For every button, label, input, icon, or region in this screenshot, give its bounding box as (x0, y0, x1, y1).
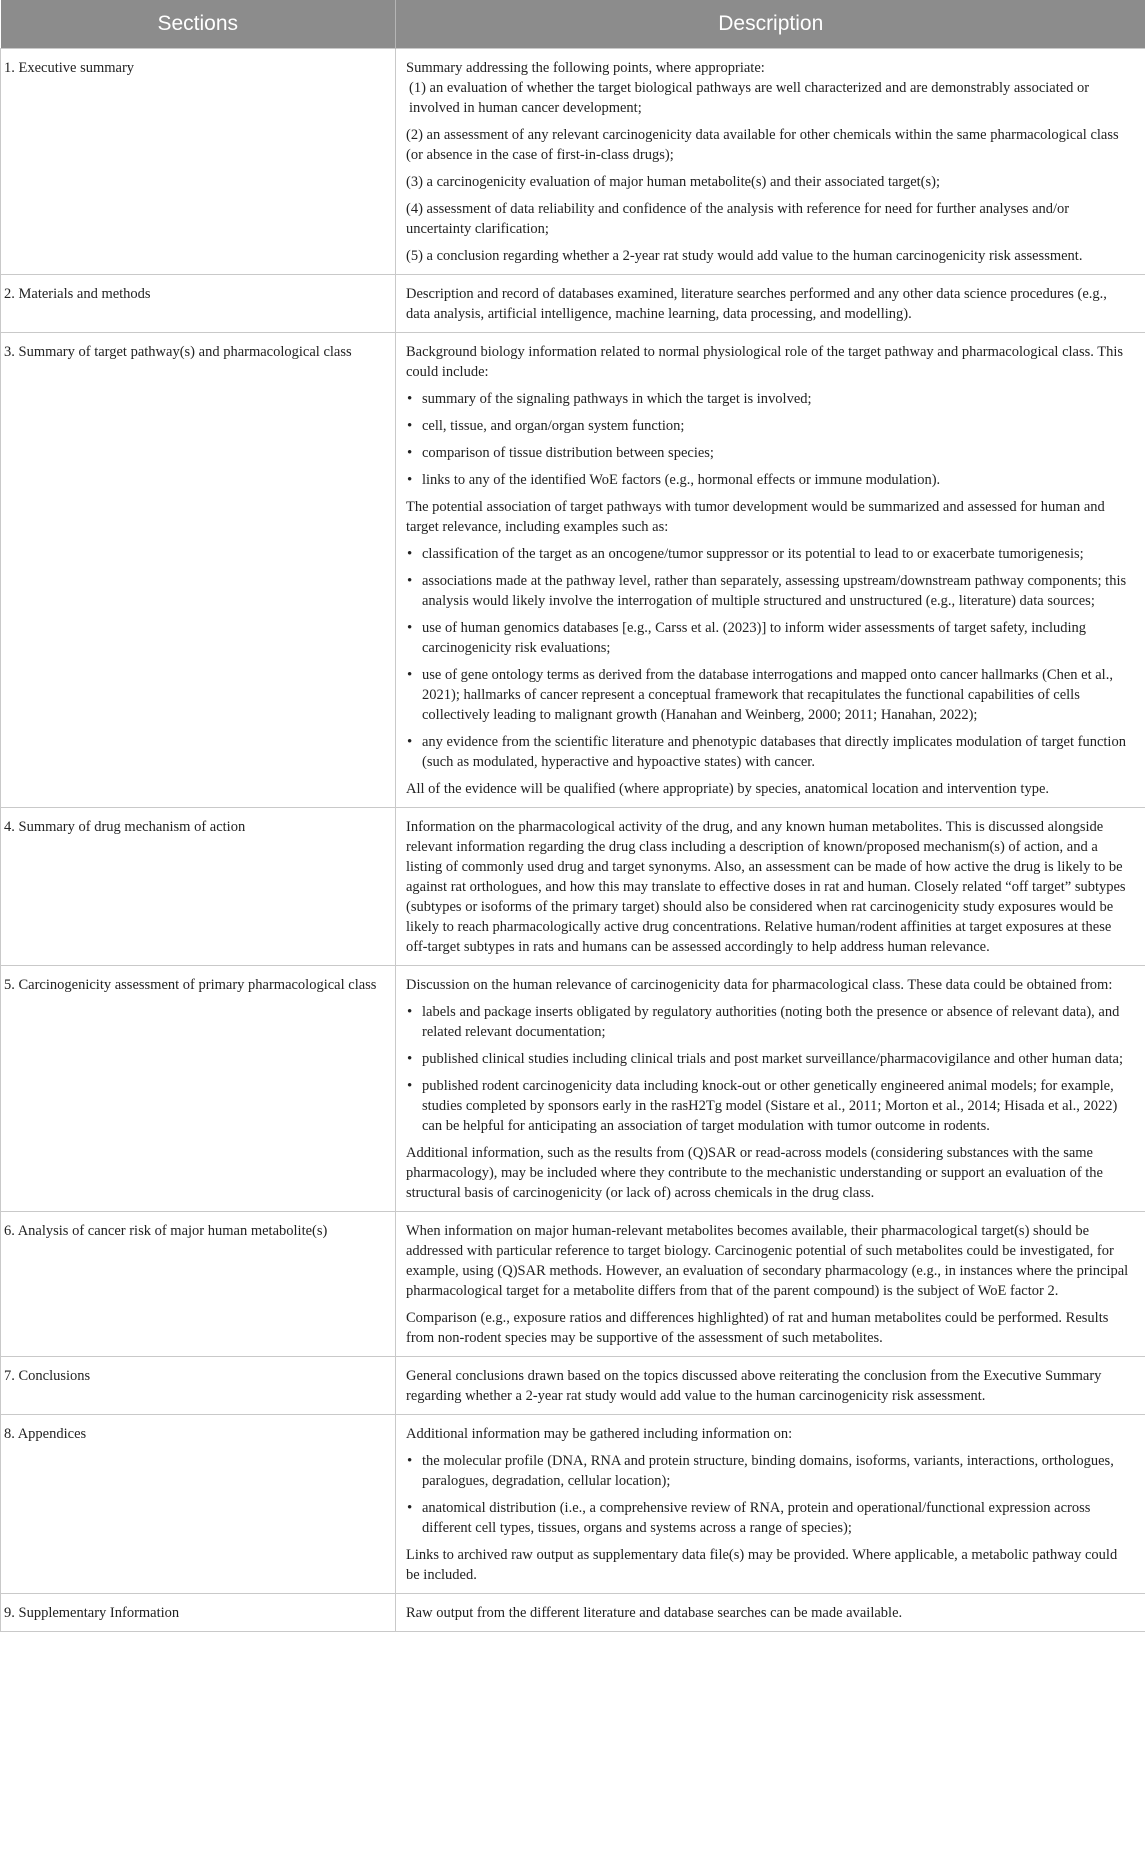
list-item: • links to any of the identified WoE factors (e.g., hormonal effects or immune modulation). (406, 470, 1133, 490)
section-title: 9. Supplementary Information (1, 1594, 396, 1632)
paragraph: Links to archived raw output as supplementary data file(s) may be provided. Where applicable, a metabolic pathway could be included. (406, 1547, 1118, 1583)
list-item: • published rodent carcinogenicity data including knock-out or other genetically engineered animal models; for example, studies completed by sponsors early in the rasH2Tg model (Sistare et al., 2011; Morton et al., 2014; Hisada et al., 2022) can be helpful for anticipating an association of target modulation with tumor outcome in rodents. (406, 1076, 1133, 1136)
list-item: • anatomical distribution (i.e., a comprehensive review of RNA, protein and operational/functional expression across different cell types, tissues, organs and systems across a range of species); (406, 1498, 1133, 1538)
table-row (1, 1594, 1145, 1632)
section-description (396, 333, 1145, 808)
section-title: 3. Summary of target pathway(s) and pharmacological class (1, 333, 396, 808)
section-description (396, 966, 1145, 1212)
paragraph: Raw output from the different literature and database searches can be made available. (406, 1605, 903, 1621)
paragraph: (2) an assessment of any relevant carcinogenicity data available for other chemicals within the same pharmacological class (or absence in the case of first-in-class drugs); (406, 127, 1119, 163)
section-title: 7. Conclusions (1, 1357, 396, 1415)
header-sections: Sections (1, 0, 396, 49)
bullet-list (406, 1451, 1133, 1538)
paragraph: When information on major human-relevant metabolites becomes available, their pharmacological target(s) should be addressed with particular reference to target biology. Carcinogenic potential of such metabolites could be investigated, for example, using (Q)SAR methods. However, an evaluation of secondary pharmacology (e.g., in instances where the principal pharmacological target for a metabolite differs from that of the parent compound) is the subject of WoE factor 2. (406, 1223, 1129, 1299)
section-description (396, 275, 1145, 333)
bullet-list (406, 544, 1133, 772)
paragraph: Background biology information related to normal physiological role of the target pathway and pharmacological class. This could include: (406, 344, 1124, 380)
section-title: 8. Appendices (1, 1415, 396, 1594)
table-row (1, 1415, 1145, 1594)
section-description (396, 1415, 1145, 1594)
section-description (396, 49, 1145, 275)
section-title: 4. Summary of drug mechanism of action (1, 808, 396, 966)
table-row (1, 49, 1145, 275)
list-item: • associations made at the pathway level, rather than separately, assessing upstream/downstream pathway components; this analysis would likely involve the interrogation of multiple structured and unstructured (e.g., literature) data sources; (406, 571, 1133, 611)
list-item: • any evidence from the scientific literature and phenotypic databases that directly implicates modulation of target function (such as modulated, hyperactive and hypoactive states) with cancer. (406, 732, 1133, 772)
section-description (396, 1594, 1145, 1632)
paragraph: (5) a conclusion regarding whether a 2-year rat study would add value to the human carcinogenicity risk assessment. (406, 248, 1083, 264)
paragraph: Discussion on the human relevance of carcinogenicity data for pharmacological class. These data could be obtained from: (406, 977, 1113, 993)
paragraph: (3) a carcinogenicity evaluation of major human metabolite(s) and their associated target(s); (406, 174, 941, 190)
paragraph: Information on the pharmacological activity of the drug, and any known human metabolites. This is discussed alongside relevant information regarding the drug class including a description of known/proposed mechanism(s) of action, and a listing of commonly used drug and target synonyms. Also, an assessment can be made of how active the drug is likely to be against rat orthologues, and how this may translate to effective doses in rat and human. Closely related “off target” subtypes (subtypes or isoforms of the primary target) should also be considered when rat carcinogenicity study exposures would be likely to reach pharmacologically active drug concentrations. Relative human/rodent affinities at target exposures at these off-target subtypes in rats and humans can be assessed accordingly to help address human relevance. (406, 819, 1126, 955)
paragraph: (1) an evaluation of whether the target biological pathways are well characterized and are demonstrably associated or involved in human cancer development; (409, 80, 1090, 116)
table-row (1, 1212, 1145, 1357)
bullet-list (406, 389, 1133, 490)
list-item: • comparison of tissue distribution between species; (406, 443, 1133, 463)
table-row (1, 966, 1145, 1212)
header-row (1, 0, 1145, 49)
header-description: Description (396, 0, 1145, 49)
list-item: • summary of the signaling pathways in which the target is involved; (406, 389, 1133, 409)
section-description (396, 808, 1145, 966)
list-item: • use of human genomics databases [e.g., Carss et al. (2023)] to inform wider assessments of target safety, including carcinogenicity risk evaluations; (406, 618, 1133, 658)
table-row (1, 1357, 1145, 1415)
list-item: • cell, tissue, and organ/organ system function; (406, 416, 1133, 436)
section-description (396, 1212, 1145, 1357)
list-item: • labels and package inserts obligated by regulatory authorities (noting both the presence or absence of relevant data), and related relevant documentation; (406, 1002, 1133, 1042)
paragraph: Additional information, such as the results from (Q)SAR or read-across models (considering substances with the same pharmacology), may be included where they contribute to the mechanistic understanding or support an evaluation of the structural basis of carcinogenicity (or lack of) across chemicals in the drug class. (406, 1145, 1103, 1201)
paragraph: All of the evidence will be qualified (where appropriate) by species, anatomical location and intervention type. (406, 781, 1049, 797)
section-description (396, 1357, 1145, 1415)
paragraph: Description and record of databases examined, literature searches performed and any other data science procedures (e.g., data analysis, artificial intelligence, machine learning, data processing, and modelling). (406, 286, 1107, 322)
table-row (1, 808, 1145, 966)
paragraph: Comparison (e.g., exposure ratios and differences highlighted) of rat and human metabolites could be performed. Results from non-rodent species may be supportive of the assessment of such metabolites. (406, 1310, 1109, 1346)
list-item: • the molecular profile (DNA, RNA and protein structure, binding domains, isoforms, variants, interactions, orthologues, paralogues, degradation, cellular location); (406, 1451, 1133, 1491)
table-row (1, 333, 1145, 808)
paragraph: (4) assessment of data reliability and confidence of the analysis with reference for need for further analyses and/or uncertainty clarification; (406, 201, 1070, 237)
section-title: 2. Materials and methods (1, 275, 396, 333)
bullet-list (406, 1002, 1133, 1136)
list-item: • published clinical studies including clinical trials and post market surveillance/pharmacovigilance and other human data; (406, 1049, 1133, 1069)
section-title: 5. Carcinogenicity assessment of primary pharmacological class (1, 966, 396, 1212)
list-item: • classification of the target as an oncogene/tumor suppressor or its potential to lead to or exacerbate tumorigenesis; (406, 544, 1133, 564)
table-row (1, 275, 1145, 333)
paragraph: The potential association of target pathways with tumor development would be summarized and assessed for human and target relevance, including examples such as: (406, 499, 1105, 535)
section-title: 6. Analysis of cancer risk of major human metabolite(s) (1, 1212, 396, 1357)
paragraph: General conclusions drawn based on the topics discussed above reiterating the conclusion from the Executive Summary regarding whether a 2-year rat study would add value to the human carcinogenicity risk assessment. (406, 1368, 1102, 1404)
paragraph: Additional information may be gathered including information on: (406, 1426, 793, 1442)
section-title: 1. Executive summary (1, 49, 396, 275)
list-item: • use of gene ontology terms as derived from the database interrogations and mapped onto cancer hallmarks (Chen et al., 2021); hallmarks of cancer represent a conceptual framework that recapitulates the functional capabilities of cells collectively leading to malignant growth (Hanahan and Weinberg, 2000; 2011; Hanahan, 2022); (406, 665, 1133, 725)
paragraph: Summary addressing the following points, where appropriate: (406, 60, 765, 76)
